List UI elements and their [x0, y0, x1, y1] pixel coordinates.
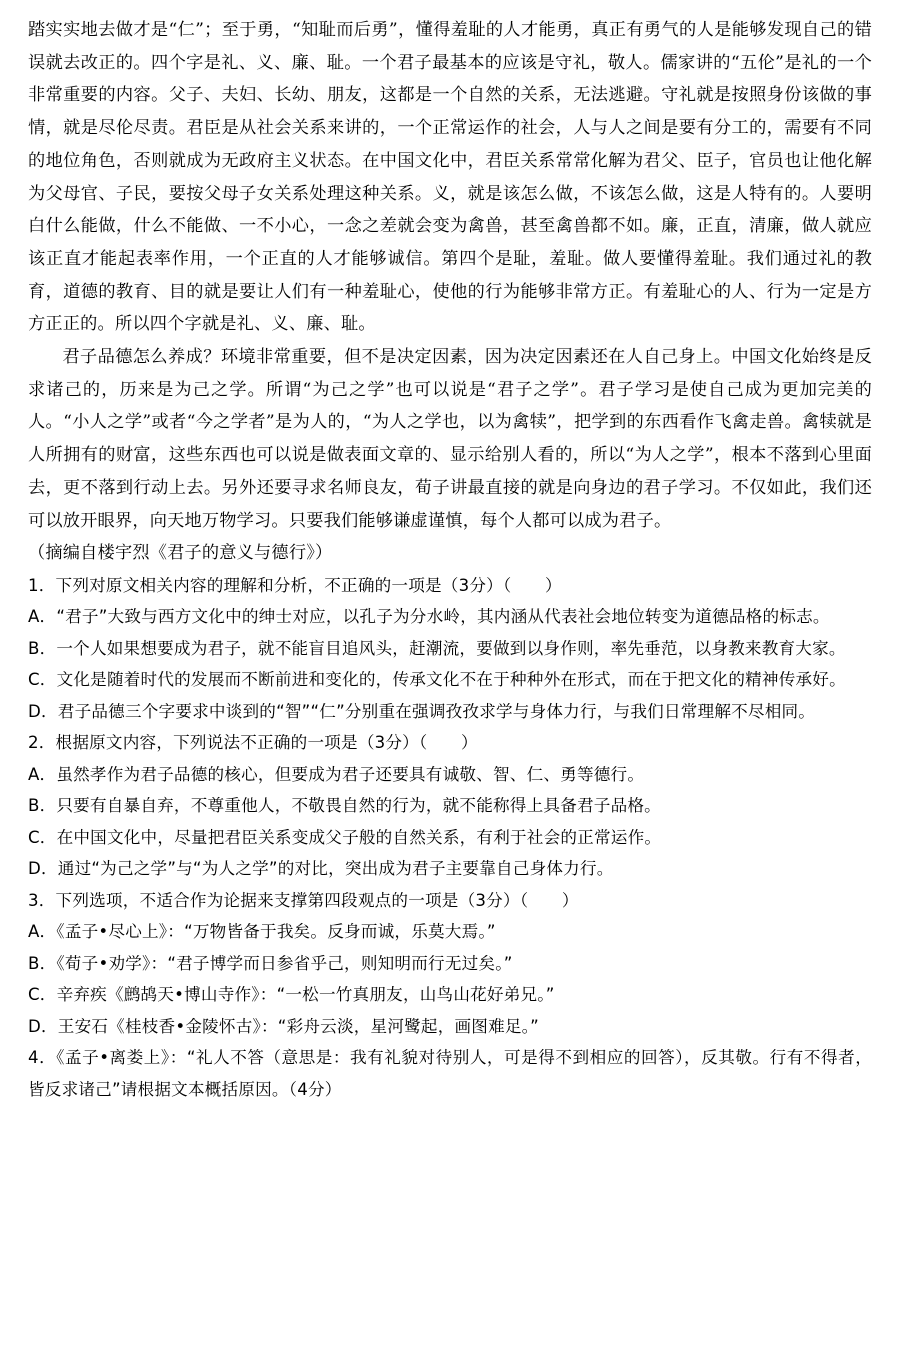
option-c: C．在中国文化中，尽量把君臣关系变成父子般的自然关系，有利于社会的正常运作。 — [28, 827, 662, 847]
reading-passage — [28, 14, 872, 570]
option-b: B．只要有自暴自弃，不尊重他人，不敬畏自然的行为，就不能称得上具备君子品格。 — [28, 796, 661, 816]
question-1 — [28, 570, 872, 728]
option-c: C．文化是随着时代的发展而不断前进和变化的，传承文化不在于种种外在形式，而在于把文化的精神传承好。 — [28, 670, 846, 690]
question-stem: 1．下列对原文相关内容的理解和分析，不正确的一项是（3分）（ ） — [28, 575, 562, 595]
question-list — [28, 570, 872, 1106]
question-4 — [28, 1042, 872, 1105]
option-d: D．通过“为己之学”与“为人之学”的对比，突出成为君子主要靠自己身体力行。 — [28, 859, 614, 879]
option-a: A．《孟子•尽心上》：“万物皆备于我矣。反身而诚，乐莫大焉。” — [28, 922, 496, 942]
option-c: C．辛弃疾《鹧鸪天•博山寺作》：“一松一竹真朋友，山鸟山花好弟兄。” — [28, 985, 555, 1005]
passage-paragraph-2: 君子品德怎么养成？环境非常重要，但不是决定因素，因为决定因素还在人自己身上。中国文化始终是反求诸己的，历来是为己之学。所谓“为己之学”也可以说是“君子之学”。君子学习是使自己成为更加完美的人。“小人之学”或者“今之学者”是为人的，“为人之学也，以为禽犊”，把学到的东西看作飞禽走兽。禽犊就是人所拥有的财富，这些东西也可以说是做表面文章的、显示给别人看的，所以“为人之学”，根本不落到心里面去，更不落到行动上去。另外还要寻求名师良友，荀子讲最直接的就是向身边的君子学习。不仅如此，我们还可以放开眼界，向天地万物学习。只要我们能够谦虚谨慎，每个人都可以成为君子。 — [28, 347, 872, 531]
option-d: D．君子品德三个字要求中谈到的“智”“仁”分别重在强调孜孜求学与身体力行，与我们日常理解不尽相同。 — [28, 701, 816, 721]
passage-source: （摘编自楼宇烈《君子的意义与德行》） — [28, 543, 333, 564]
question-stem: 3．下列选项，不适合作为论据来支撑第四段观点的一项是（3分）（ ） — [28, 890, 579, 910]
question-stem: 2．根据原文内容，下列说法不正确的一项是（3分）（ ） — [28, 733, 478, 753]
question-3 — [28, 885, 872, 1043]
option-a: A．虽然孝作为君子品德的核心，但要成为君子还要具有诚敬、智、仁、勇等德行。 — [28, 764, 645, 784]
option-a: A．“君子”大致与西方文化中的绅士对应，以孔子为分水岭，其内涵从代表社会地位转变为道德品格的标志。 — [28, 607, 830, 627]
option-b: B．一个人如果想要成为君子，就不能盲目追风头，赶潮流，要做到以身作则，率先垂范，以身教来教育大家。 — [28, 638, 846, 658]
option-d: D．王安石《桂枝香•金陵怀古》：“彩舟云淡，星河鹭起，画图难足。” — [28, 1016, 539, 1036]
option-b: B．《荀子•劝学》：“君子博学而日参省乎己，则知明而行无过矣。” — [28, 953, 513, 973]
passage-paragraph-1: 踏实实地去做才是“仁”；至于勇，“知耻而后勇”，懂得羞耻的人才能勇，真正有勇气的人是能够发现自己的错误就去改正的。四个字是礼、义、廉、耻。一个君子最基本的应该是守礼，敬人。儒家讲的“五伦”是礼的一个非常重要的内容。父子、夫妇、长幼、朋友，这都是一个自然的关系，无法逃避。守礼就是按照身份该做的事情，就是尽伦尽责。君臣是从社会关系来讲的，一个正常运作的社会，人与人之间是要有分工的，需要有不同的地位角色，否则就成为无政府主义状态。在中国文化中，君臣关系常常化解为君父、臣子，官员也让他化解为父母官、子民，要按父母子女关系处理这种关系。义，就是该怎么做，不该怎么做，这是人特有的。人要明白什么能做，什么不能做、一不小心，一念之差就会变为禽兽，甚至禽兽都不如。廉，正直，清廉，做人就应该正直才能起表率作用，一个正直的人才能够诚信。第四个是耻，羞耻。做人要懂得羞耻。我们通过礼的教育，道德的教育、目的就是要让人们有一种羞耻心，使他的行为能够非常方正。有羞耻心的人、行为一定是方方正正的。所以四个字就是礼、义、廉、耻。 — [28, 20, 872, 335]
question-stem: 4．《孟子•离娄上》：“礼人不答（意思是：我有礼貌对待别人，可是得不到相应的回答），反其敬。行有不得者，皆反求诸己”请根据文本概括原因。（4分） — [28, 1048, 872, 1099]
question-2 — [28, 727, 872, 885]
